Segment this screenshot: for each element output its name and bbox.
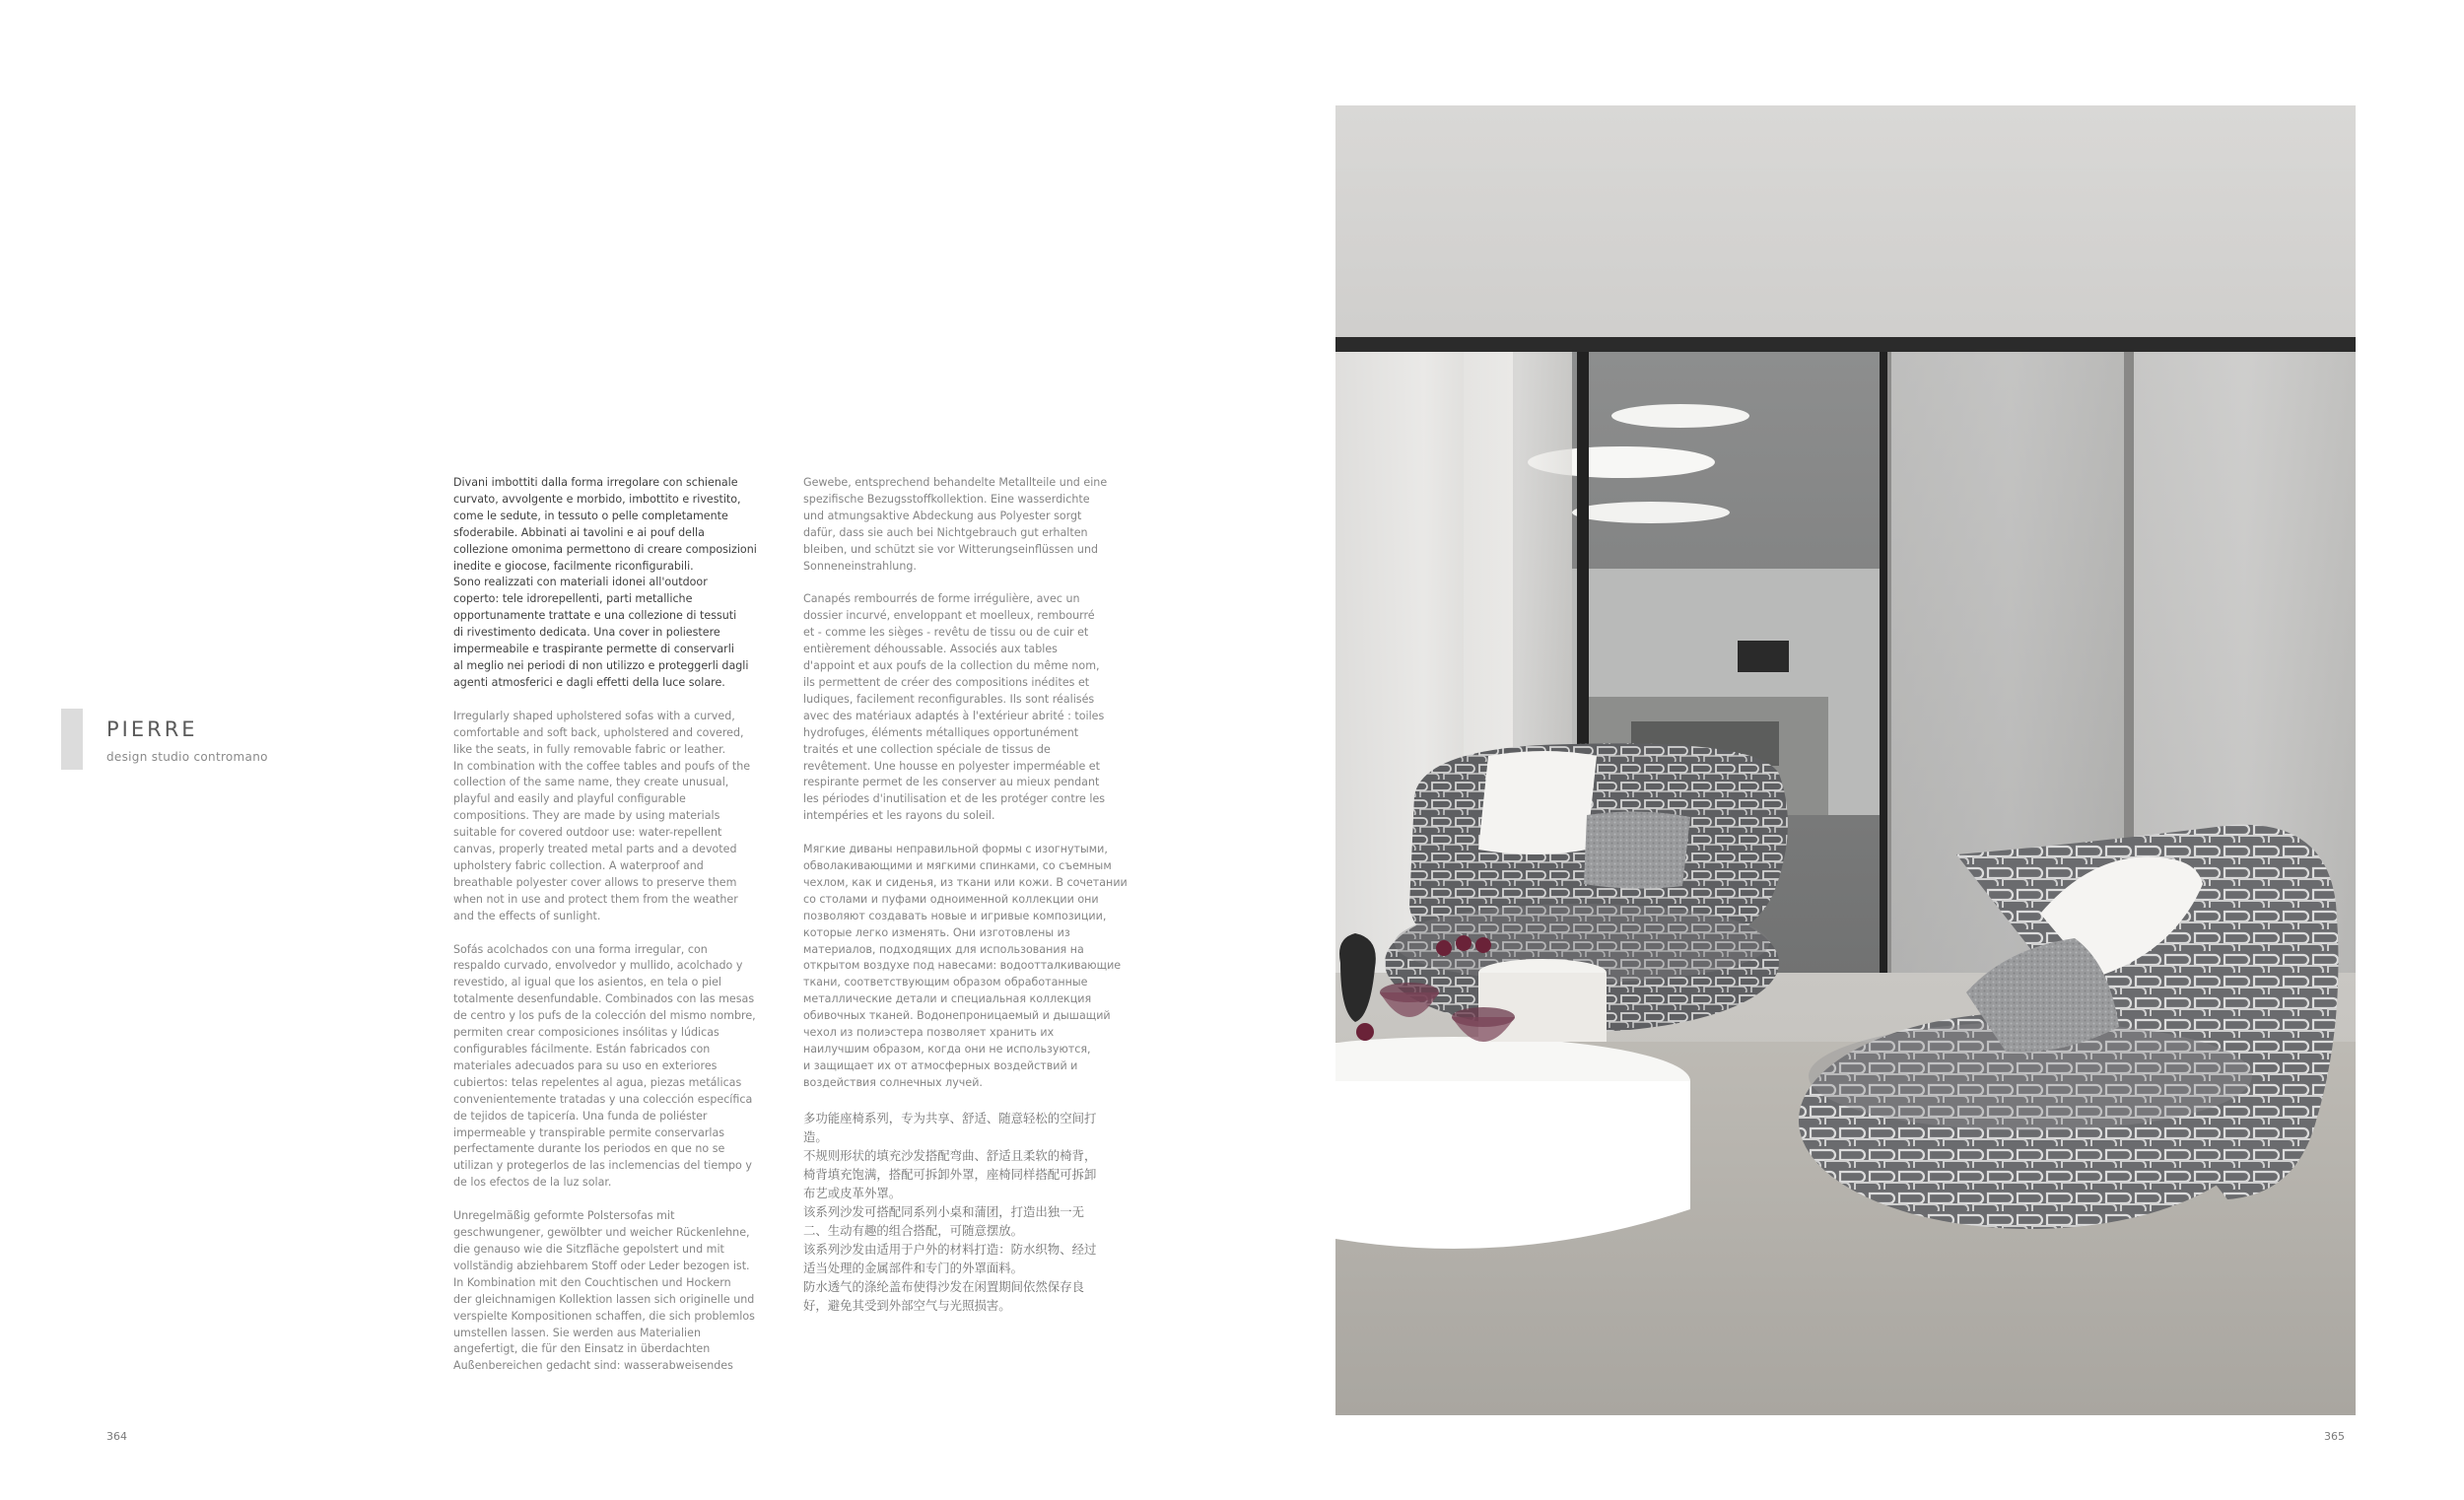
paragraph-italian: Divani imbottiti dalla forma irregolare con schienale curvato, avvolgente e morbido, imbottito e rivestito, come le sedute, in tessuto o pelle completamente sfoderabile. Abbinati ai tavolini e ai pouf della collezione omonima permettono di creare composizioni inedite e giocose, facilmente riconfigurabili. Sono realizzati con materiali idonei all'outdoor coperto: tele idrorepellenti, parti metalliche opportunamente trattate e una collezione di tessuti di rivestimento dedicata. Una cover in poliestere impermeabile e traspirante permette di conservarli al meglio nei periodi di non utilizzo e proteggerli dagli agenti atmosferici e dagli effetti della luce solare. xyxy=(453,476,757,689)
text-column-right xyxy=(803,475,1129,1331)
paragraph-german-continued: Gewebe, entsprechend behandelte Metallteile und eine spezifische Bezugsstoffkollektion. Eine wasserdichte und atmungsaktive Abdeckung aus Polyester sorgt dafür, dass sie auch bei Nichtgebrauch gut erhalten bleiben, und schützt sie vor Witterungseinflüssen und Sonneneinstrahlung. xyxy=(803,476,1108,573)
paragraph-spanish: Sofás acolchados con una forma irregular, con respaldo curvado, envolvedor y mullido, acolchado y revestido, al igual que los asientos, en tela o piel totalmente desenfundable. Combinados con las mesas de centro y los pufs de la colección del mismo nombre, permiten crear composiciones insólitas y lúdicas configurables fácilmente. Están fabricados con materiales adecuados para su uso en exteriores cubiertos: telas repelentes al agua, piezas metálicas convenientemente tratadas y una colección específica de tejidos de tapicería. Una funda de poliéster impermeable y transpirable permite conservarlas perfectamente durante los periodos en que no se utilizan y protegerlos de las inclemencias del tiempo y de los efectos de la luz solar. xyxy=(453,942,756,1190)
title-accent-bar xyxy=(61,709,83,770)
product-photo xyxy=(1335,105,2356,1415)
product-title: PIERRE xyxy=(106,717,198,741)
text-column-left xyxy=(453,475,779,1392)
page-number-left: 364 xyxy=(106,1430,127,1443)
paragraph-french: Canapés rembourrés de forme irrégulière, avec un dossier incurvé, enveloppant et moelleux, rembourré et - comme les sièges - revêtu de tissu ou de cuir et entièrement déhoussable. Associés aux tables d'appoint et aux poufs de la collection du même nom, ils permettent de créer des compositions inédites et ludiques, facilement reconfigurables. Ils sont réalisés avec des matériaux adaptés à l'extérieur abrité : toiles hydrofuges, éléments métalliques opportunément traités et une collection spéciale de tissus de revêtement. Une housse en polyester imperméable et respirante permet de les conserver au mieux pendant les périodes d'inutilisation et de les protéger contre les intempéries et les rayons du soleil. xyxy=(803,592,1106,823)
paragraph-english: Irregularly shaped upholstered sofas with a curved, comfortable and soft back, upholstered and covered, like the seats, in fully removable fabric or leather. In combination with the coffee tables and poufs of the collection of the same name, they create unusual, playful and easily and playful configurable compositions. They are made by using materials suitable for covered outdoor use: water-repellent canvas, properly treated metal parts and a devoted upholstery fabric collection. A waterproof and breathable polyester cover allows to preserve them when not in use and protect them from the weather and the effects of sunlight. xyxy=(453,709,751,922)
designer-credit: design studio contromano xyxy=(106,750,268,764)
paragraph-chinese: 多功能座椅系列，专为共享、舒适、随意轻松的空间打 造。 不规则形状的填充沙发搭配弯曲、舒适且柔软的椅背， 椅背填充饱满，搭配可拆卸外罩，座椅同样搭配可拆卸 布艺或皮革外罩。 该系列沙发可搭配同系列小桌和蒲团，打造出独一无 二、生动有趣的组合搭配，可随意摆放。 该系列沙发由适用于户外的材料打造：防水织物、经过 适当处理的金属部件和专门的外罩面料。 防水透气的涤纶盖布使得沙发在闲置期间依然保存良 好，避免其受到外部空气与光照损害。 xyxy=(803,1110,1097,1313)
sofa-scene-illustration xyxy=(1335,105,2356,1415)
paragraph-german: Unregelmäßig geformte Polstersofas mit geschwungener, gewölbter und weicher Rückenlehne, die genauso wie die Sitzfläche gepolstert und mit vollständig abziehbarem Stoff oder Leder bezogen ist. In Kombination mit den Couchtischen und Hockern der gleichnamigen Kollektion lassen sich originelle und verspielte Kompositionen schaffen, die sich problemlos umstellen lassen. Sie werden aus Materialien angefertigt, die für den Einsatz in überdachten Außenbereichen gedacht sind: wasserabweisendes xyxy=(453,1209,755,1373)
paragraph-russian: Мягкие диваны неправильной формы с изогнутыми, обволакивающими и мягкими спинками, со съемным чехлом, как и сиденья, из ткани или кожи. В сочетании со столами и пуфами одноименной коллекции они позволяют создавать новые и игривые композиции, которые легко изменять. Они изготовлены из материалов, подходящих для использования на открытом воздухе под навесами: водоотталкивающие ткани, соответствующим образом обработанные металлические детали и специальная коллекция обивочных тканей. Водонепроницаемый и дышащий чехол из полиэстера позволяет хранить их наилучшим образом, когда они не используются, и защищает их от атмосферных воздействий и воздействия солнечных лучей. xyxy=(803,843,1128,1089)
page-number-right: 365 xyxy=(2324,1430,2345,1443)
